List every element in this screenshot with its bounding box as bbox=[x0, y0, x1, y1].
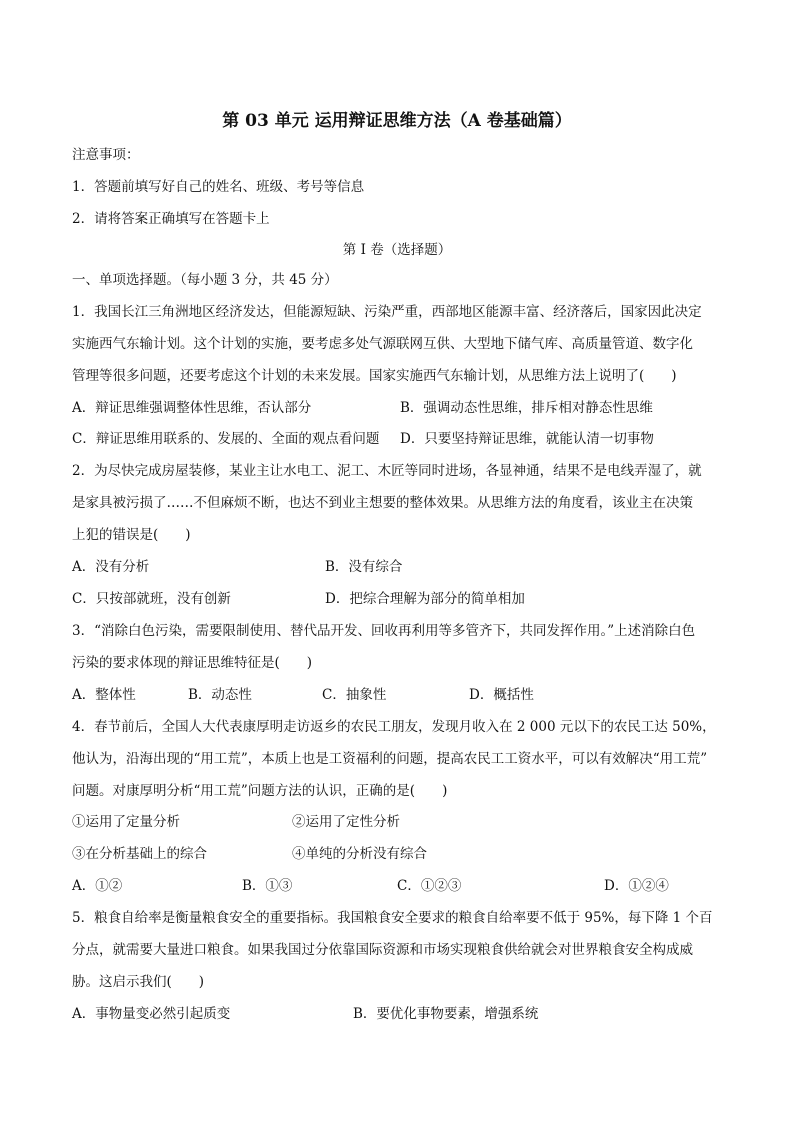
question-stem-line: 3．“消除白色污染，需要限制使用、替代品开发、回收再利用等多管齐下，共同发挥作用。”上述消除白色 bbox=[72, 623, 696, 639]
question-stem-line: 他认为，沿海出现的“用工荒”，本质上也是工资福利的问题，提高农民工工资水平，可以有效解决“用工荒” bbox=[72, 751, 708, 767]
section-title: 第 I 卷（选择题） bbox=[342, 242, 452, 258]
option-b[interactable]: B．强调动态性思维，排斥相对静态性思维 bbox=[400, 400, 653, 416]
option-d[interactable]: D．概括性 bbox=[469, 687, 534, 703]
statement-item: ③在分析基础上的综合 bbox=[72, 846, 207, 862]
option-d[interactable]: D．①②④ bbox=[604, 878, 669, 894]
page-title: 第 03 单元 运用辩证思维方法（A 卷基础篇） bbox=[222, 111, 572, 131]
notice-heading: 注意事项： bbox=[72, 147, 140, 163]
notice-item: 1．答题前填写好自己的姓名、班级、考号等信息 bbox=[72, 179, 365, 195]
statement-item: ②运用了定性分析 bbox=[292, 814, 400, 830]
question-stem-line: 污染的要求体现的辩证思维特征是( ) bbox=[72, 655, 313, 671]
question-stem-line: 分点，就需要大量进口粮食。如果我国过分依靠国际资源和市场实现粮食供给就会对世界粮食安全构成威 bbox=[72, 942, 693, 958]
option-a[interactable]: A．①② bbox=[72, 878, 123, 894]
option-c[interactable]: C．只按部就班，没有创新 bbox=[72, 591, 231, 607]
question-stem-line: 5．粮食自给率是衡量粮食安全的重要指标。我国粮食安全要求的粮食自给率要不低于 95%，每下降 1 个百 bbox=[72, 910, 713, 926]
option-b[interactable]: B．要优化事物要素，增强系统 bbox=[353, 1006, 539, 1022]
question-stem-line: 问题。对康厚明分析“用工荒”问题方法的认识，正确的是( ) bbox=[72, 783, 448, 799]
part-heading: 一、单项选择题。（每小题 3 分，共 45 分） bbox=[72, 272, 338, 288]
question-stem-line: 4．春节前后，全国人大代表康厚明走访返乡的农民工朋友，发现月收入在 2 000 元以下的农民工达 50%， bbox=[72, 719, 716, 735]
statement-item: ④单纯的分析没有综合 bbox=[292, 846, 427, 862]
option-d[interactable]: D．只要坚持辩证思维，就能认清一切事物 bbox=[400, 431, 654, 447]
option-b[interactable]: B．动态性 bbox=[188, 687, 252, 703]
option-a[interactable]: A．辩证思维强调整体性思维，否认部分 bbox=[72, 400, 312, 416]
question-stem-line: 胁。这启示我们( ) bbox=[72, 974, 205, 990]
option-a[interactable]: A．没有分析 bbox=[72, 559, 150, 575]
option-c[interactable]: C．抽象性 bbox=[322, 687, 387, 703]
question-stem-line: 管理等很多问题，还要考虑这个计划的未来发展。国家实施西气东输计划，从思维方法上说明了( ) bbox=[72, 368, 677, 384]
option-a[interactable]: A．整体性 bbox=[72, 687, 136, 703]
question-stem-line: 2．为尽快完成房屋装修，某业主让水电工、泥工、木匠等同时进场，各显神通，结果不是电线弄湿了，就 bbox=[72, 463, 702, 479]
question-stem-line: 是家具被污损了……不但麻烦不断，也达不到业主想要的整体效果。从思维方法的角度看，该业主在决策 bbox=[72, 495, 693, 511]
question-stem-line: 上犯的错误是( ) bbox=[72, 527, 191, 543]
option-c[interactable]: C．辩证思维用联系的、发展的、全面的观点看问题 bbox=[72, 431, 380, 447]
option-b[interactable]: B．没有综合 bbox=[325, 559, 403, 575]
option-d[interactable]: D．把综合理解为部分的简单相加 bbox=[325, 591, 525, 607]
question-stem-line: 1．我国长江三角洲地区经济发达，但能源短缺、污染严重，西部地区能源丰富、经济落后，国家因此决定 bbox=[72, 304, 702, 320]
notice-item: 2．请将答案正确填写在答题卡上 bbox=[72, 211, 270, 227]
question-stem-line: 实施西气东输计划。这个计划的实施，要考虑多处气源联网互供、大型地下储气库、高质量管道、数字化 bbox=[72, 336, 693, 352]
statement-item: ①运用了定量分析 bbox=[72, 814, 180, 830]
option-a[interactable]: A．事物量变必然引起质变 bbox=[72, 1006, 231, 1022]
option-b[interactable]: B．①③ bbox=[242, 878, 293, 894]
option-c[interactable]: C．①②③ bbox=[397, 878, 462, 894]
